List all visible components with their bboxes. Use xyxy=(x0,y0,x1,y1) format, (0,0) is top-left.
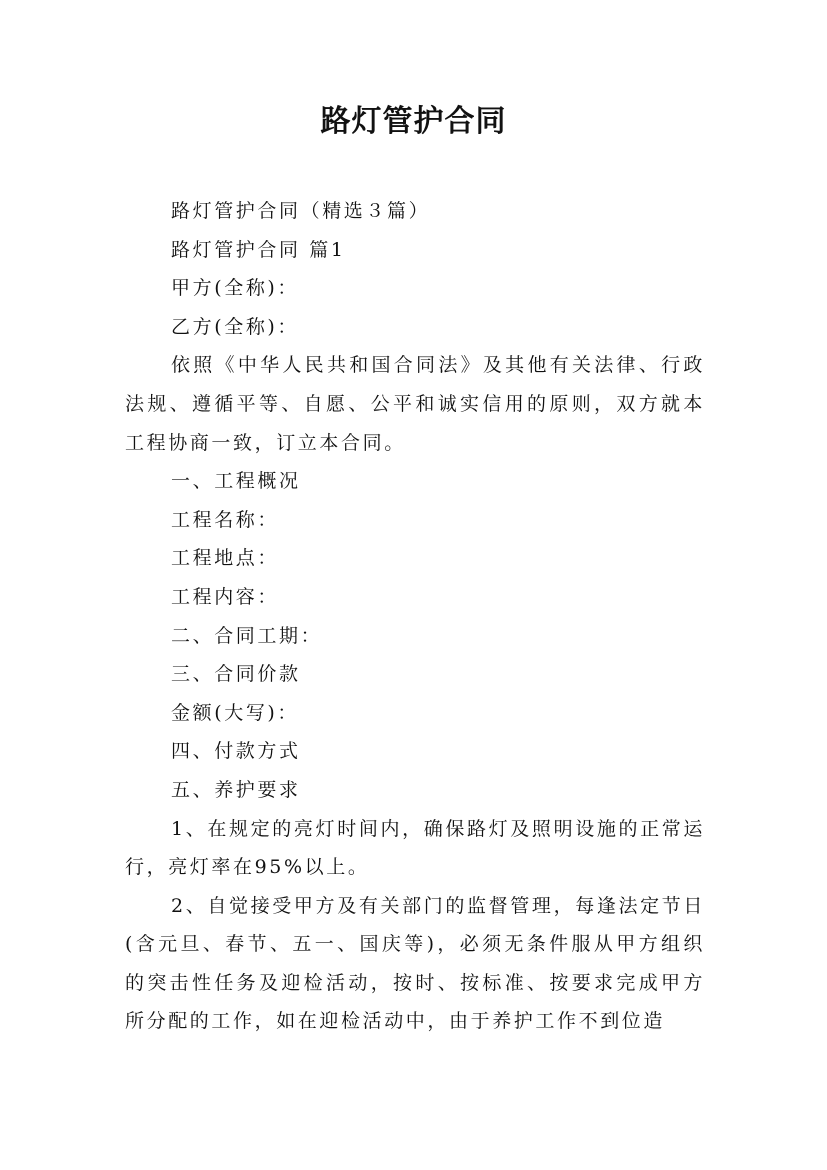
paragraph-contract-price: 三、合同价款 xyxy=(171,663,301,686)
paragraph-project-overview: 一、工程概况 xyxy=(171,470,301,493)
paragraph-requirement-1: 1、在规定的亮灯时间内，确保路灯及照明设施的正常运行，亮灯率在95%以上。 xyxy=(125,817,705,879)
paragraph-project-location: 工程地点： xyxy=(171,547,280,570)
paragraph-contract-period: 二、合同工期： xyxy=(171,624,323,647)
document-title: 路灯管护合同 xyxy=(320,104,507,139)
paragraph-subtitle: 路灯管护合同（精选３篇） xyxy=(171,200,431,222)
document-body xyxy=(125,192,705,1041)
paragraph-maintenance-requirements: 五、养护要求 xyxy=(171,778,301,801)
paragraph-preamble: 依照《中华人民共和国合同法》及其他有关法律、行政法规、遵循平等、自愿、公平和诚实信用的原则，双方就本工程协商一致，订立本合同。 xyxy=(125,354,705,454)
paragraph-requirement-2: 2、自觉接受甲方及有关部门的监督管理，每逢法定节日(含元旦、春节、五一、国庆等)，必须无条件服从甲方组织的突击性任务及迎检活动，按时、按标准、按要求完成甲方所分配的工作，如在迎检活动中，由于养护工作不到位造 xyxy=(125,894,705,1033)
paragraph-party-a: 甲方(全称)： xyxy=(171,277,300,300)
paragraph-amount: 金额(大写)： xyxy=(171,701,300,724)
paragraph-project-name: 工程名称： xyxy=(171,508,280,531)
paragraph-party-b: 乙方(全称)： xyxy=(171,315,300,338)
paragraph-payment-method: 四、付款方式 xyxy=(171,740,301,763)
paragraph-section-heading: 路灯管护合同 篇1 xyxy=(171,238,346,261)
paragraph-project-content: 工程内容： xyxy=(171,585,280,608)
